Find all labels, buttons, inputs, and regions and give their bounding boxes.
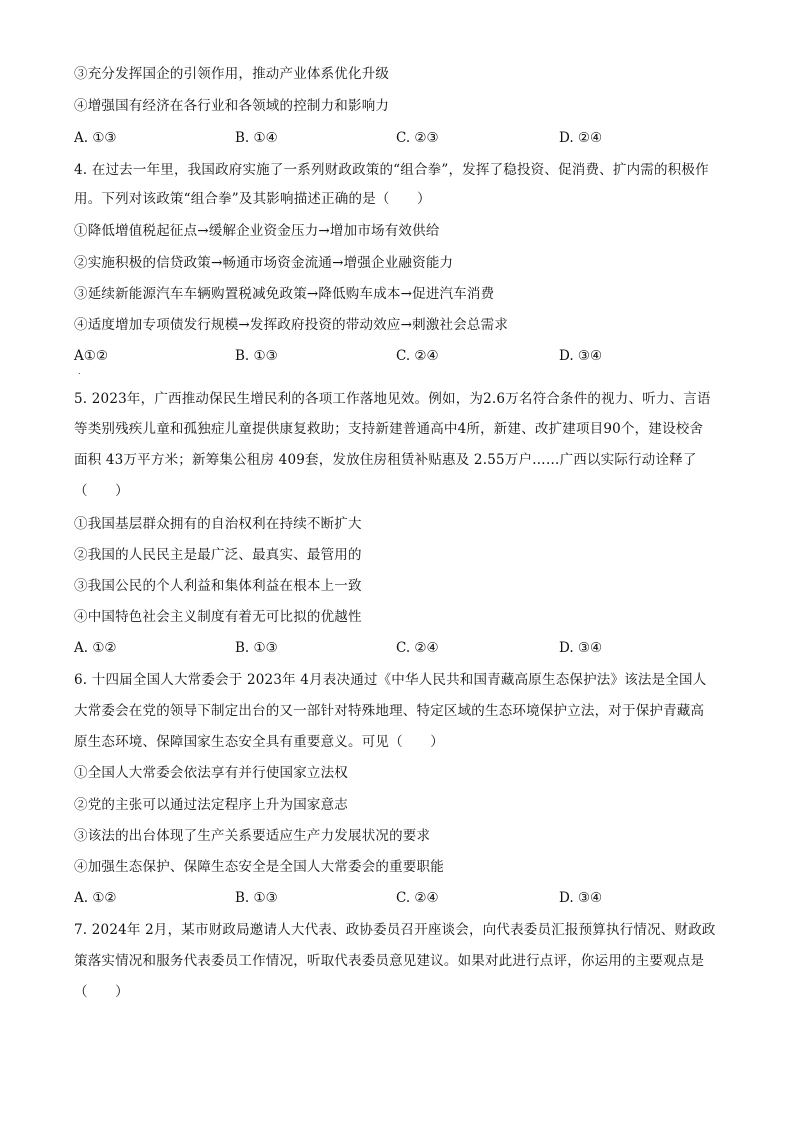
q6-choice-b: B. ①③ [235,890,278,906]
q6-option-4: ④加强生态保护、保障生态安全是全国人大常委会的重要职能 [74,859,444,875]
q4-choice-d: D. ③④ [559,348,603,364]
q4-option-1: ①降低增值税起征点→缓解企业资金压力→增加市场有效供给 [74,223,440,239]
q3-choice-b: B. ①④ [235,130,278,146]
q4-stem-line-1: 4. 在过去一年里，我国政府实施了一系列财政政策的“组合拳”，发挥了稳投资、促消费、扩内需的积极作 [74,162,709,178]
q4-option-2: ②实施积极的信贷政策→畅通市场资金流通→增强企业融资能力 [74,255,454,271]
q3-choice-d: D. ②④ [559,130,603,146]
q5-option-4: ④中国特色社会主义制度有着无可比拟的优越性 [74,609,362,625]
q6-stem-line-1: 6. 十四届全国人大常委会于 2023年 4月表决通过《中华人民共和国青藏高原生态保护法》该法是全国人 [74,672,707,688]
q5-option-3: ③我国公民的个人利益和集体利益在根本上一致 [74,578,362,594]
q4-choice-c: C. ②④ [396,348,439,364]
q3-choice-a: A. ①③ [74,130,117,146]
q6-stem-line-3: 原生态环境、保障国家生态安全具有重要意义。可见（ ） [74,734,444,750]
q4-option-4: ④适度增加专项债发行规模→发挥政府投资的带动效应→刺激社会总需求 [74,317,509,333]
q7-stem-line-3: （ ） [74,984,129,1000]
q5-stem-line-4: （ ） [74,483,129,499]
q6-option-2: ②党的主张可以通过法定程序上升为国家意志 [74,797,348,813]
q5-choice-c: C. ②④ [396,640,439,656]
q5-choice-b: B. ①③ [235,640,278,656]
q4-stem-line-2: 用。下列对该政策“组合拳”及其影响描述正确的是（ ） [74,191,431,207]
q6-choice-d: D. ③④ [559,890,603,906]
q6-option-1: ①全国人大常委会依法享有并行使国家立法权 [74,765,348,781]
q4-option-3: ③延续新能源汽车车辆购置税减免政策→降低购车成本→促进汽车消费 [74,286,495,302]
q4-choice-b: B. ①③ [235,348,278,364]
q5-stem-line-3: 面积 43万平方米；新筹集公租房 409套，发放住房租赁补贴惠及 2.55万户……广西以实际行动诠释了 [74,452,697,468]
q5-choice-a: A. ①② [74,640,117,656]
q4-answer-choices [74,346,734,366]
q3-option-3: ③充分发挥国企的引领作用，推动产业体系优化升级 [74,66,390,82]
q3-choice-c: C. ②③ [396,130,439,146]
q3-answer-choices [74,128,734,148]
q6-stem-line-2: 大常委会在党的领导下制定出台的又一部针对特殊地理、特定区域的生态环境保护立法，对于保护青藏高 [74,703,705,719]
q5-stem-line-2: 等类别残疾儿童和孤独症儿童提供康复救助；支持新建普通高中4所，新建、改扩建项目90个，建设校舍 [74,421,704,437]
stray-dot: . [78,367,81,376]
q7-stem-line-1: 7. 2024年 2月，某市财政局邀请人大代表、政协委员召开座谈会，向代表委员汇报预算执行情况、财政政 [74,922,716,938]
q3-option-4: ④增强国有经济在各行业和各领域的控制力和影响力 [74,98,390,114]
q6-choice-a: A. ①② [74,890,117,906]
q5-answer-choices [74,638,734,658]
q5-stem-line-1: 5. 2023年，广西推动保民生增民利的各项工作落地见效。例如，为2.6万名符合条件的视力、听力、言语 [74,391,711,407]
q5-option-1: ①我国基层群众拥有的自治权利在持续不断扩大 [74,516,362,532]
q5-option-2: ②我国的人民民主是最广泛、最真实、最管用的 [74,547,362,563]
q4-choice-a: A①② [74,348,108,364]
q5-choice-d: D. ③④ [559,640,603,656]
q6-choice-c: C. ②④ [396,890,439,906]
q6-answer-choices [74,888,734,908]
q6-option-3: ③该法的出台体现了生产关系要适应生产力发展状况的要求 [74,828,431,844]
q7-stem-line-2: 策落实情况和服务代表委员工作情况，听取代表委员意见建议。如果对此进行点评，你运用的主要观点是 [74,953,705,969]
